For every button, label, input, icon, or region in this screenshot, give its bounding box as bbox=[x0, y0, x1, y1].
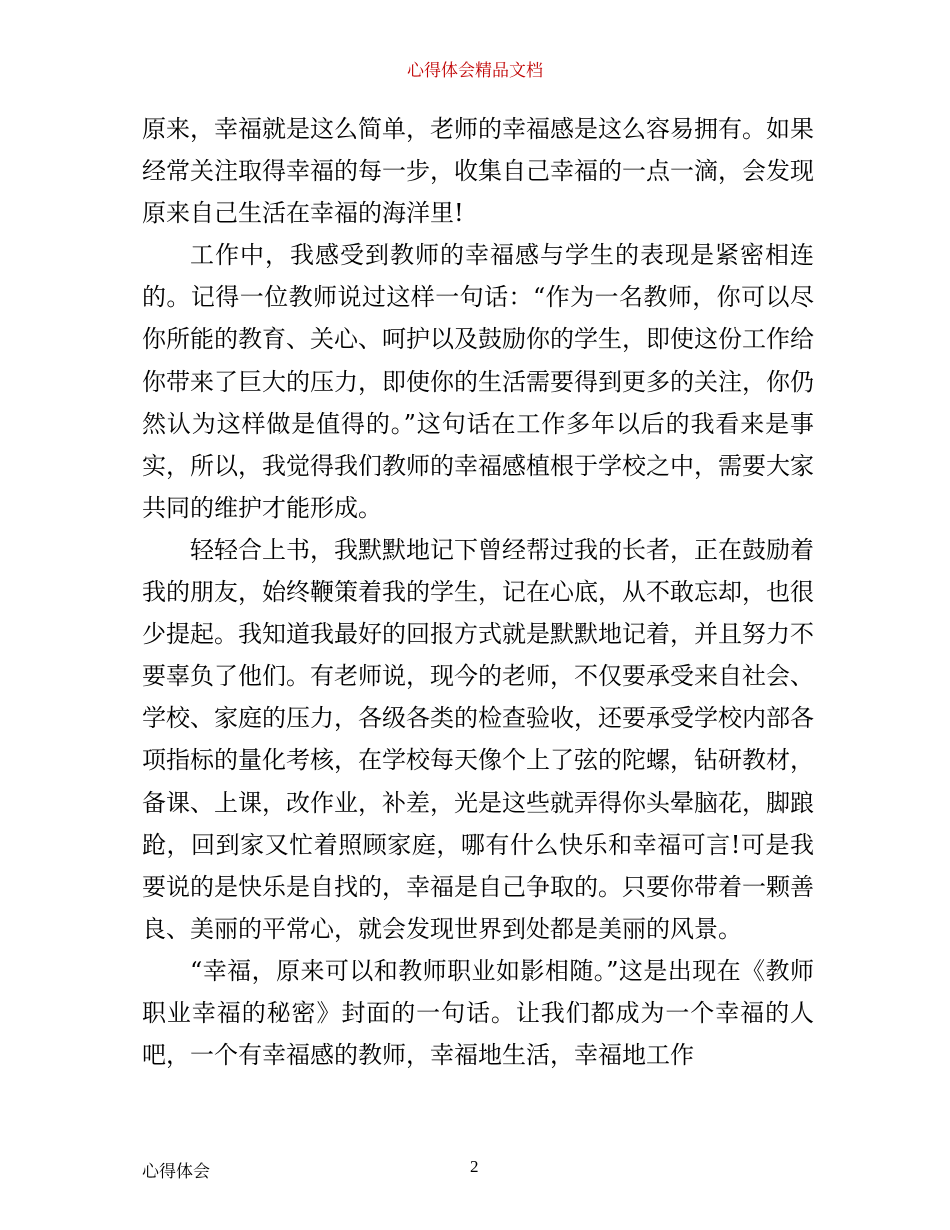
paragraph-4: “幸福，原来可以和教师职业如影相随。”这是出现在《教师职业幸福的秘密》封面的一句话。让我们都成为一个幸福的人吧，一个有幸福感的教师，幸福地生活，幸福地工作 bbox=[142, 956, 814, 1070]
document-header-title: 心得体会精品文档 bbox=[407, 61, 543, 81]
paragraph-1: 原来，幸福就是这么简单，老师的幸福感是这么容易拥有。如果经常关注取得幸福的每一步，收集自己幸福的一点一滴，会发现原来自己生活在幸福的海洋里! bbox=[142, 115, 814, 228]
footer-label: 心得体会 bbox=[142, 1162, 210, 1182]
paragraph-2: 工作中，我感受到教师的幸福感与学生的表现是紧密相连的。记得一位教师说过这样一句话：“作为一名教师，你可以尽你所能的教育、关心、呵护以及鼓励你的学生，即使这份工作给你带来了巨大的压力，即使你的生活需要得到更多的关注，你仍然认为这样做是值得的。”这句话在工作多年以后的我看来是事实，所以，我觉得我们教师的幸福感植根于学校之中，需要大家共同的维护才能形成。 bbox=[142, 241, 814, 522]
document-body bbox=[142, 108, 814, 1076]
paragraph-3: 轻轻合上书，我默默地记下曾经帮过我的长者，正在鼓励着我的朋友，始终鞭策着我的学生，记在心底，从不敢忘却，也很少提起。我知道我最好的回报方式就是默默地记着，并且努力不要辜负了他们。有老师说，现今的老师，不仅要承受来自社会、学校、家庭的压力，各级各类的检查验收，还要承受学校内部各项指标的量化考核，在学校每天像个上了弦的陀螺，钻研教材，备课、上课，改作业，补差，光是这些就弄得你头晕脑花，脚踉跄，回到家又忙着照顾家庭，哪有什么快乐和幸福可言!可是我要说的是快乐是自找的，幸福是自己争取的。只要你带着一颗善良、美丽的平常心，就会发现世界到处都是美丽的风景。 bbox=[142, 535, 814, 943]
page-number: 2 bbox=[470, 1157, 479, 1176]
